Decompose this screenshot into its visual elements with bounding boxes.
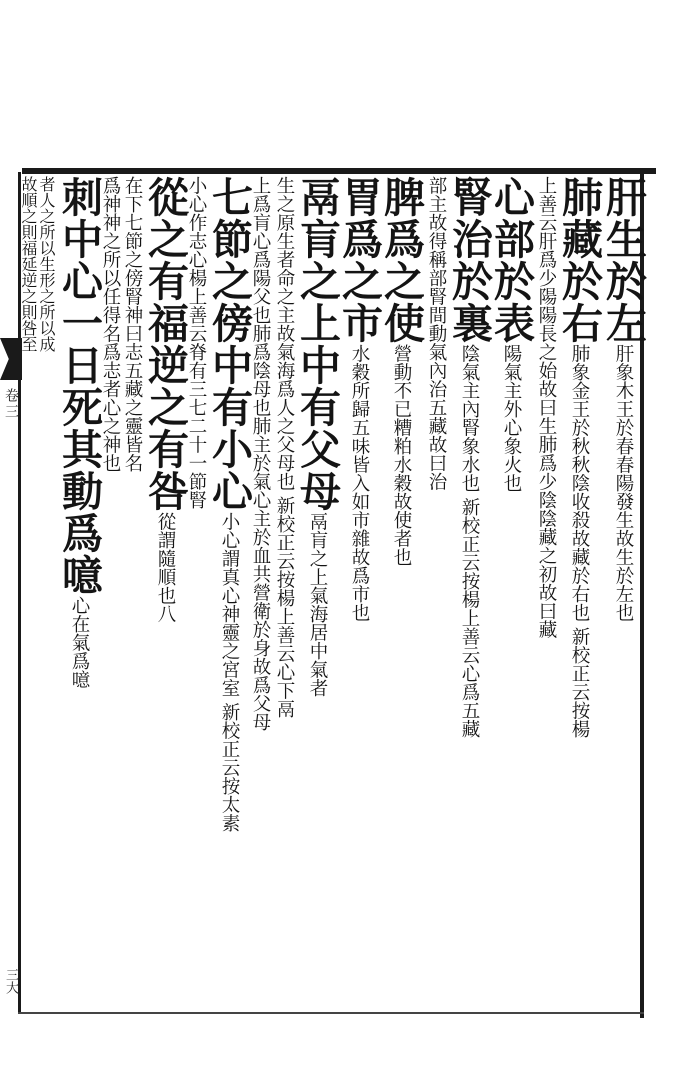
page-number: 三大 [3,968,18,994]
commentary-text: 小心作志心楊上善云脊有三七二十一節腎 [186,176,207,509]
main-text: 刺中心一日死其動爲噫 [55,176,103,596]
main-text: 從之有福逆之有咎 [141,176,189,512]
margin-volume-label: 卷三 [3,388,19,420]
main-text: 胃爲之市 [335,176,383,344]
text-column-2 [555,176,603,1010]
commentary-text: 部主故得稱部腎間動氣內治五藏故曰治 [426,176,447,491]
text-column-10 [272,176,296,1010]
main-text: 肝生於左 [599,176,647,344]
commentary-text: 營動不已糟粕水穀故使者也 [391,344,412,566]
commentary-text: 小心謂真心神靈之宮室 新校正云按太素 [219,512,240,833]
commentary-text: 上善云肝爲少陽陽長之始故曰生肺爲少陰陰藏之初故曰藏 [536,176,557,639]
text-column-1 [600,176,646,1010]
text-column-16 [100,176,122,1010]
commentary-text: 在下七節之傍腎神曰志五藏之靈皆名 [122,176,143,472]
main-text: 脾爲之使 [377,176,425,344]
frame-bottom-border [18,1012,644,1014]
text-column-4 [487,176,535,1010]
text-column-18 [37,176,58,1010]
main-text: 七節之傍中有小心 [205,176,253,512]
text-column-9 [293,176,341,1010]
commentary-text: 心在氣爲噫 [69,596,90,689]
text-column-7 [377,176,425,1010]
text-column-17 [55,176,103,1010]
main-text: 腎治於裏 [445,176,493,344]
commentary-text: 上爲肓心爲陽父也肺爲陰母也肺主於氣心主於血共營衛於身故爲父母 [250,176,271,731]
text-column-5 [445,176,493,1010]
main-text: 肺藏於右 [555,176,603,344]
commentary-text: 故順之則福延逆之則咎至 [19,176,38,352]
text-column-19 [19,176,40,1010]
commentary-text: 鬲肓之上氣海居中氣者 [307,512,328,697]
commentary-text: 水穀所歸五味皆入如市雜故爲市也 [349,344,370,622]
text-column-13 [186,176,208,1010]
commentary-text: 者人之所以生形之所以成 [37,176,56,352]
text-column-11 [250,176,272,1010]
commentary-text: 陽氣主外心象火也 [501,344,522,492]
text-column-6 [424,176,448,1010]
main-text: 心部於表 [487,176,535,344]
commentary-text: 陰氣主內腎象水也 新校正云按楊上善云心爲五藏 [459,344,480,739]
main-text: 鬲肓之上中有父母 [293,176,341,512]
frame-top-border [22,168,656,174]
commentary-text: 爲神神之所以任得名爲志者心之神也 [100,176,121,472]
commentary-text: 從謂隨順也八 [155,512,176,623]
text-column-15 [122,176,144,1010]
commentary-text: 肺象金王於秋秋陰收殺故藏於右也 新校正云按楊 [569,344,590,739]
text-column-12 [205,176,253,1010]
text-column-14 [141,176,189,1010]
text-column-8 [335,176,383,1010]
commentary-text: 肝象木王於春春陽發生故生於左也 [613,344,634,622]
commentary-text: 生之原生者命之主故氣海爲人之父母也 新校正云按楊上善云心下鬲 [274,176,295,719]
text-column-3 [534,176,558,1010]
